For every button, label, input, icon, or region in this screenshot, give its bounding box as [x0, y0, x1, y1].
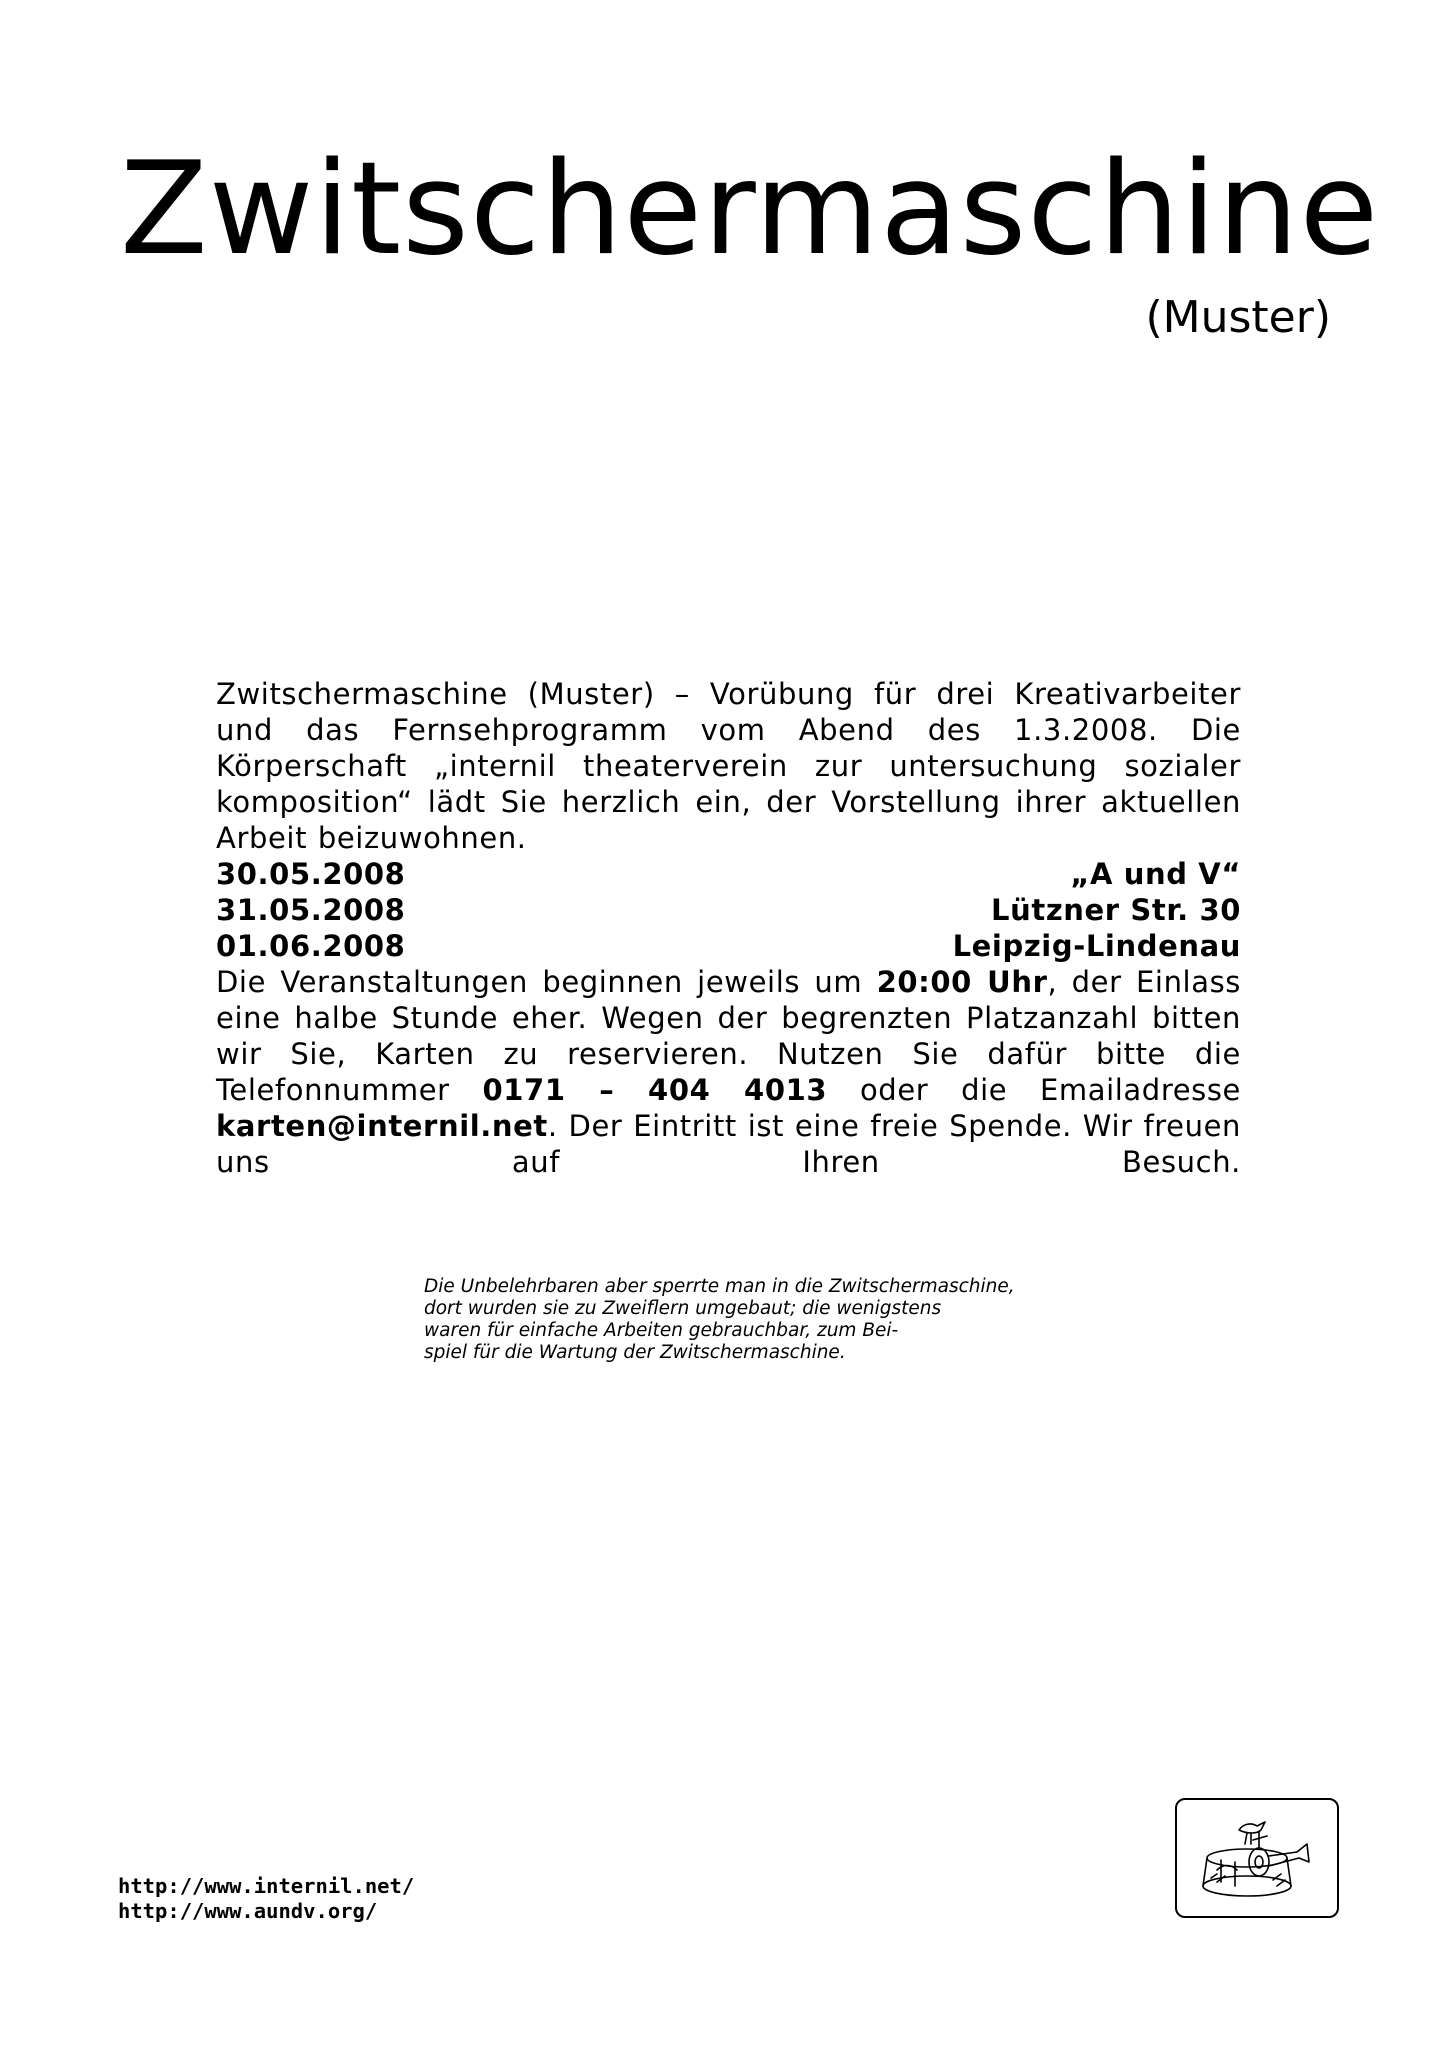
url-aundv[interactable]: http://www.aundv.org/ [118, 1899, 378, 1923]
schedule-row [216, 928, 1241, 964]
schedule-info: Lützner Str. 30 [991, 893, 1241, 927]
start-time: 20:00 Uhr [876, 965, 1048, 999]
schedule-date: 31.05.2008 [216, 893, 406, 927]
twittering-machine-logo-icon [1177, 1800, 1337, 1916]
quote-line: waren für einfache Arbeiten gebrauchbar, zum Bei- [424, 1320, 899, 1341]
phone-number: 0171 – 404 4013 [482, 1073, 828, 1107]
logo-frame [1175, 1798, 1339, 1918]
email-address[interactable]: karten@internil.net [216, 1109, 548, 1143]
details-text: . Der Eintritt ist eine freie Spende. Wir freuen uns auf Ihren Besuch. [216, 1109, 1241, 1179]
details-text: Die Veranstaltungen beginnen jeweils um [216, 965, 877, 999]
event-description [216, 676, 1241, 1180]
schedule-info: Leipzig-Lindenau [952, 929, 1241, 963]
details-text: oder die Emailadresse [827, 1073, 1241, 1107]
quote-block [424, 1276, 1064, 1364]
schedule-row [216, 856, 1241, 892]
schedule-row [216, 892, 1241, 928]
quote-line: dort wurden sie zu Zweiflern umgebaut; die wenigstens [424, 1298, 942, 1319]
page-title: Zwitschermaschine [120, 135, 1380, 284]
schedule-date: 30.05.2008 [216, 857, 406, 891]
schedule-info: „A und V“ [1070, 857, 1241, 891]
details-text: , der Einlass eine halbe Stunde eher. Wegen der begrenzten Platzanzahl bitten wir Sie, Karten zu reservieren. Nutzen Sie dafür bitte die Telefonnummer [216, 965, 1242, 1107]
schedule-date: 01.06.2008 [216, 929, 406, 963]
url-internil[interactable]: http://www.internil.net/ [118, 1874, 415, 1898]
details-paragraph [216, 964, 1241, 1180]
footer-links [118, 1874, 414, 1924]
quote-line: spiel für die Wartung der Zwitschermaschine. [424, 1342, 846, 1363]
intro-paragraph: Zwitschermaschine (Muster) – Vorübung für drei Kreativarbeiter und das Fernsehprogramm vom Abend des 1.3.2008. Die Körperschaft „internil theaterverein zur untersuchung sozialer komposition“ lädt Sie herzlich ein, der Vorstellung ihrer aktuellen Arbeit beizuwohnen. [216, 677, 1241, 855]
quote-line: Die Unbelehrbaren aber sperrte man in die Zwitschermaschine, [424, 1276, 1015, 1297]
page-subtitle: (Muster) [1145, 292, 1331, 343]
